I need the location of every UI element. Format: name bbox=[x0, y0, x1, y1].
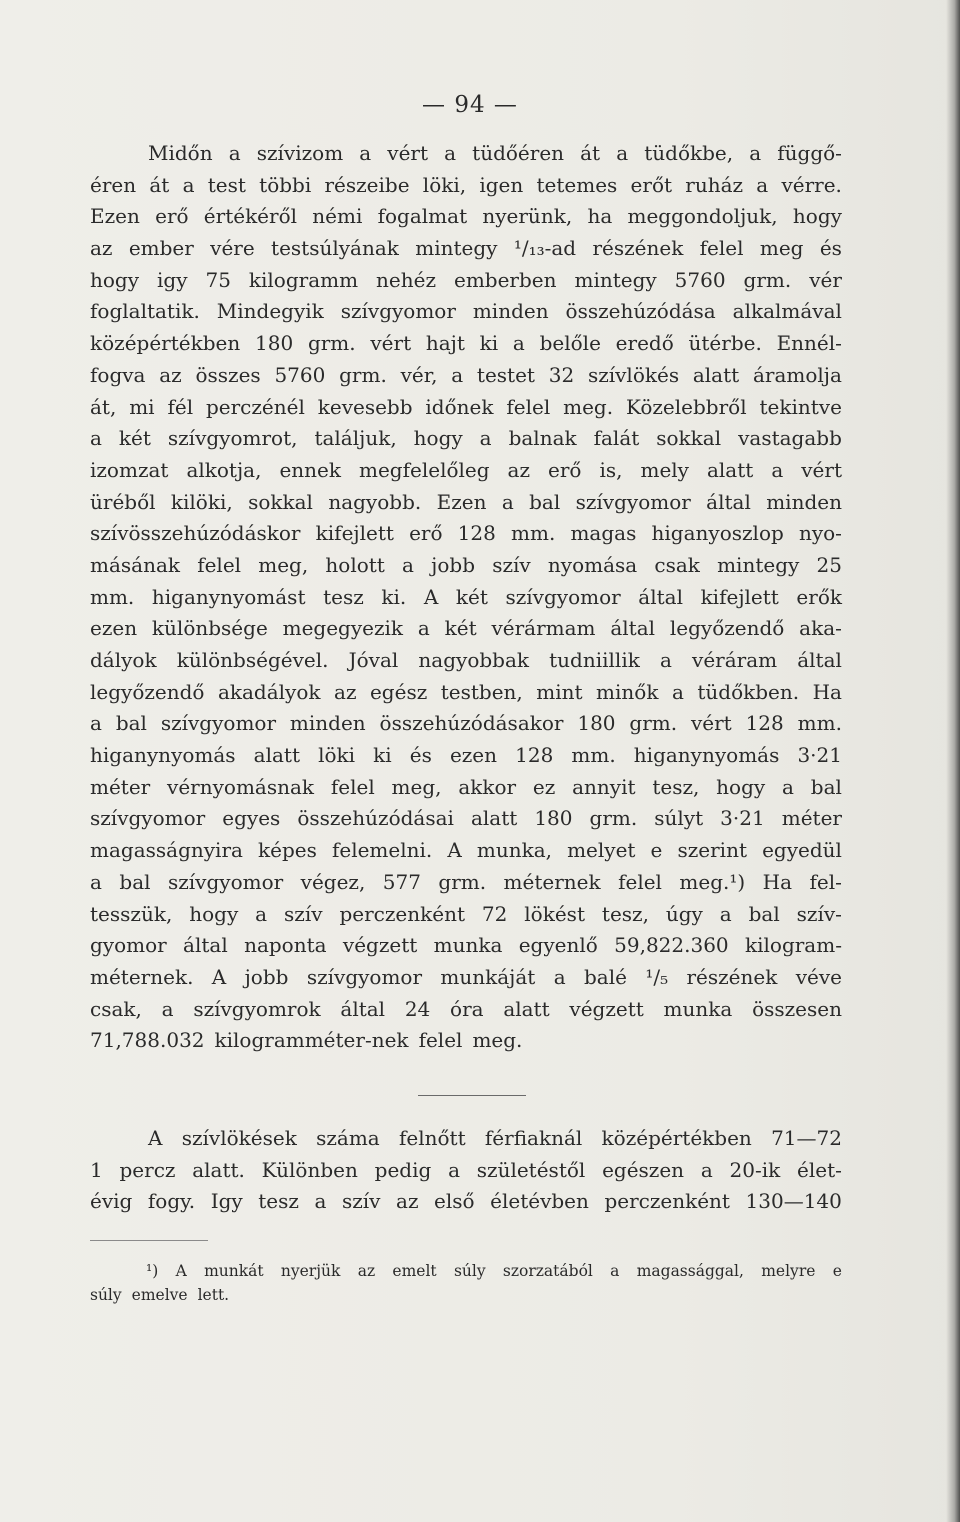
footnote bbox=[90, 1262, 842, 1310]
text-line: 1 percz alatt. Különben pedig a születéstől egészen a 20-ik élet- bbox=[90, 1157, 842, 1182]
text-line: a bal szívgyomor minden összehúzódásakor 180 grm. vért 128 mm. bbox=[90, 711, 842, 736]
text-line: magasságnyira képes felemelni. A munka, melyet e szerint egyedül bbox=[90, 838, 842, 863]
text-line: mm. higanynyomást tesz ki. A két szívgyomor által kifejlett erők bbox=[90, 584, 842, 609]
text-line: szívösszehúzódáskor kifejlett erő 128 mm. magas higanyoszlop nyo- bbox=[90, 521, 842, 546]
text-line: éren át a test többi részeibe löki, igen tetemes erőt ruház a vérre. bbox=[90, 172, 842, 197]
text-line: szívgyomor egyes összehúzódásai alatt 180 grm. súlyt 3·21 méter bbox=[90, 806, 842, 831]
text-line: Ezen erő értékéről némi fogalmat nyerünk, ha meggondoljuk, hogy bbox=[90, 204, 842, 229]
text-line: A szívlökések száma felnőtt férfiaknál középértékben 71—72 bbox=[148, 1126, 842, 1150]
text-line: dályok különbségével. Jóval nagyobbak tudniillik a véráram által bbox=[90, 648, 842, 672]
text-line: a két szívgyomrot, találjuk, hogy a balnak falát sokkal vastagabb bbox=[90, 426, 842, 451]
text-line: foglaltatik. Mindegyik szívgyomor minden összehúzódása alkalmával bbox=[90, 299, 842, 324]
text-line: középértékben 180 grm. vért hajt ki a belőle eredő ütérbe. Ennél- bbox=[90, 331, 842, 356]
text-line: legyőzendő akadályok az egész testben, mint minők a tüdőkben. Ha bbox=[90, 679, 842, 704]
text-line: ¹) A munkát nyerjük az emelt súly szorzatából a magassággal, melyre e bbox=[146, 1262, 842, 1280]
text-line: évig fogy. Igy tesz a szív az első életévben perczenként 130—140 bbox=[90, 1189, 842, 1214]
text-line: üréből kilöki, sokkal nagyobb. Ezen a bal szívgyomor által minden bbox=[90, 489, 842, 514]
text-line: gyomor által naponta végzett munka egyenlő 59,822.360 kilogram- bbox=[90, 933, 842, 958]
text-line: izomzat alkotja, ennek megfelelőleg az erő is, mely alatt a vért bbox=[90, 457, 842, 482]
text-line: fogva az összes 5760 grm. vér, a testet 32 szívlökés alatt áramolja bbox=[90, 362, 842, 387]
text-line: higanynyomás alatt löki ki és ezen 128 mm. higanynyomás 3·21 bbox=[90, 743, 842, 768]
footnote-rule bbox=[90, 1240, 208, 1241]
page-edge-shadow bbox=[946, 0, 960, 1522]
section-divider bbox=[418, 1095, 526, 1096]
text-line: méter vérnyomásnak felel meg, akkor ez annyit tesz, hogy a bal bbox=[90, 774, 842, 799]
text-line: másának felel meg, holott a jobb szív nyomása csak mintegy 25 bbox=[90, 552, 842, 577]
text-line: 71,788.032 kilogramméter-nek felel meg. bbox=[90, 1028, 523, 1053]
text-line: át, mi fél perczénél kevesebb időnek felel meg. Közelebbről tekintve bbox=[90, 394, 842, 419]
text-line: Midőn a szívizom a vért a tüdőéren át a tüdőkbe, a függő- bbox=[148, 141, 842, 165]
text-line: súly emelve lett. bbox=[90, 1286, 230, 1304]
main-paragraph bbox=[90, 141, 842, 1060]
text-line: hogy igy 75 kilogramm nehéz emberben mintegy 5760 grm. vér bbox=[90, 267, 842, 292]
text-line: méternek. A jobb szívgyomor munkáját a balé ¹/₅ részének véve bbox=[90, 964, 842, 989]
second-paragraph bbox=[90, 1126, 842, 1221]
text-line: ezen különbsége megegyezik a két vérármam által legyőzendő aka- bbox=[90, 616, 842, 641]
text-line: csak, a szívgyomrok által 24 óra alatt végzett munka összesen bbox=[90, 996, 842, 1021]
page-number: — 94 — bbox=[422, 92, 518, 118]
text-line: az ember vére testsúlyának mintegy ¹/₁₃-ad részének felel meg és bbox=[90, 236, 842, 261]
text-line: a bal szívgyomor végez, 577 grm. méternek felel meg.¹) Ha fel- bbox=[90, 869, 842, 894]
text-line: tesszük, hogy a szív perczenként 72 lökést tesz, úgy a bal szív- bbox=[90, 901, 842, 926]
